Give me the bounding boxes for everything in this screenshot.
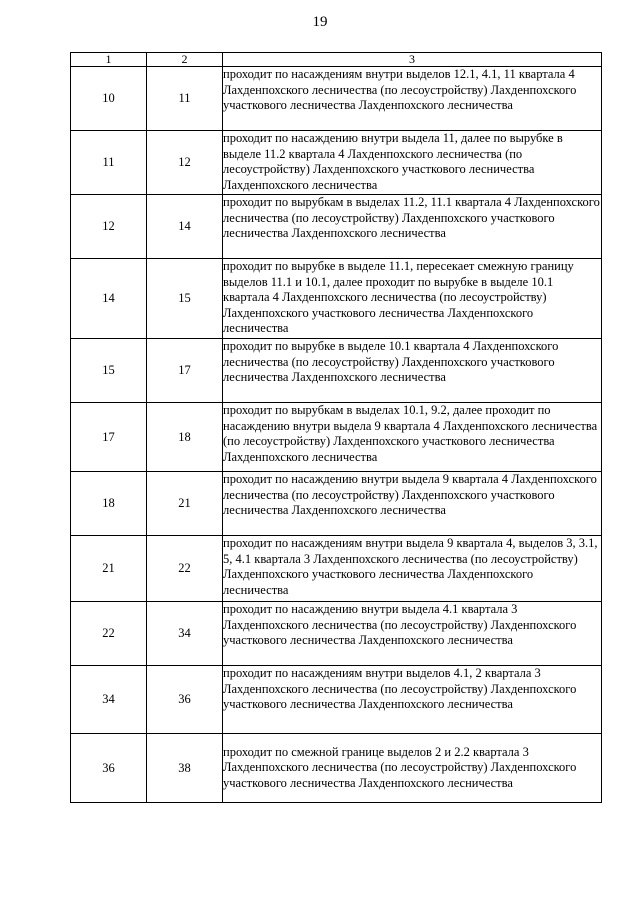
from-point-cell: 36 xyxy=(71,734,147,803)
description-cell: проходит по насаждению внутри выдела 9 квартала 4 Лахденпохского лесничества (по лесоустройству) Лахденпохского участкового лесничества Лахденпохского лесничества xyxy=(223,472,602,536)
from-point-cell: 11 xyxy=(71,131,147,195)
to-point-cell: 21 xyxy=(147,472,223,536)
table-row xyxy=(71,734,602,803)
table-row xyxy=(71,472,602,536)
table-row xyxy=(71,403,602,472)
description-cell: проходит по насаждению внутри выдела 11, далее по вырубке в выделе 11.2 квартала 4 Лахденпохского лесничества (по лесоустройству) Лахденпохского участкового лесничества Лахденпохского лесничества xyxy=(223,131,602,195)
to-point-cell: 12 xyxy=(147,131,223,195)
table-row xyxy=(71,602,602,666)
to-point-cell: 36 xyxy=(147,666,223,734)
description-cell: проходит по вырубке в выделе 10.1 квартала 4 Лахденпохского лесничества (по лесоустройству) Лахденпохского участкового лесничества Лахденпохского лесничества xyxy=(223,339,602,403)
to-point-cell: 22 xyxy=(147,536,223,602)
table-row xyxy=(71,195,602,259)
description-cell: проходит по насаждениям внутри выделов 4.1, 2 квартала 3 Лахденпохского лесничества (по лесоустройству) Лахденпохского участкового лесничества Лахденпохского лесничества xyxy=(223,666,602,734)
table-row xyxy=(71,536,602,602)
to-point-cell: 17 xyxy=(147,339,223,403)
description-cell: проходит по насаждениям внутри выделов 12.1, 4.1, 11 квартала 4 Лахденпохского лесничества (по лесоустройству) Лахденпохского участкового лесничества Лахденпохского лесничества xyxy=(223,67,602,131)
to-point-cell: 34 xyxy=(147,602,223,666)
table-row xyxy=(71,259,602,339)
from-point-cell: 14 xyxy=(71,259,147,339)
description-cell: проходит по вырубкам в выделах 10.1, 9.2, далее проходит по насаждению внутри выдела 9 квартала 4 Лахденпохского лесничества (по лесоустройству) Лахденпохского участкового лесничества Лахденпохского лесничества xyxy=(223,403,602,472)
description-cell: проходит по насаждению внутри выдела 4.1 квартала 3 Лахденпохского лесничества (по лесоустройству) Лахденпохского участкового лесничества Лахденпохского лесничества xyxy=(223,602,602,666)
description-cell: проходит по вырубке в выделе 11.1, пересекает смежную границу выделов 11.1 и 10.1, далее проходит по вырубке в выделе 10.1 квартала 4 Лахденпохского лесничества (по лесоустройству) Лахденпохского участкового лесничества Лахденпохского лесничества xyxy=(223,259,602,339)
page-number: 19 xyxy=(312,14,328,30)
from-point-cell: 17 xyxy=(71,403,147,472)
table-row xyxy=(71,339,602,403)
from-point-cell: 18 xyxy=(71,472,147,536)
to-point-cell: 18 xyxy=(147,403,223,472)
description-cell: проходит по насаждениям внутри выдела 9 квартала 4, выделов 3, 3.1, 5, 4.1 квартала 3 Лахденпохского лесничества (по лесоустройству) Лахденпохского участкового лесничества Лахденпохского лесничества xyxy=(223,536,602,602)
from-point-cell: 34 xyxy=(71,666,147,734)
boundary-description-table xyxy=(70,52,602,803)
column-header-2: 2 xyxy=(147,53,223,67)
description-cell: проходит по смежной границе выделов 2 и 2.2 квартала 3 Лахденпохского лесничества (по лесоустройству) Лахденпохского участкового лесничества Лахденпохского лесничества xyxy=(223,734,602,803)
from-point-cell: 22 xyxy=(71,602,147,666)
from-point-cell: 12 xyxy=(71,195,147,259)
to-point-cell: 14 xyxy=(147,195,223,259)
to-point-cell: 11 xyxy=(147,67,223,131)
column-header-1: 1 xyxy=(71,53,147,67)
from-point-cell: 15 xyxy=(71,339,147,403)
table-row xyxy=(71,666,602,734)
to-point-cell: 15 xyxy=(147,259,223,339)
from-point-cell: 21 xyxy=(71,536,147,602)
description-cell: проходит по вырубкам в выделах 11.2, 11.1 квартала 4 Лахденпохского лесничества (по лесоустройству) Лахденпохского участкового лесничества Лахденпохского лесничества xyxy=(223,195,602,259)
column-header-3: 3 xyxy=(223,53,602,67)
from-point-cell: 10 xyxy=(71,67,147,131)
table-row xyxy=(71,67,602,131)
table-header-row xyxy=(71,53,602,67)
to-point-cell: 38 xyxy=(147,734,223,803)
table-row xyxy=(71,131,602,195)
